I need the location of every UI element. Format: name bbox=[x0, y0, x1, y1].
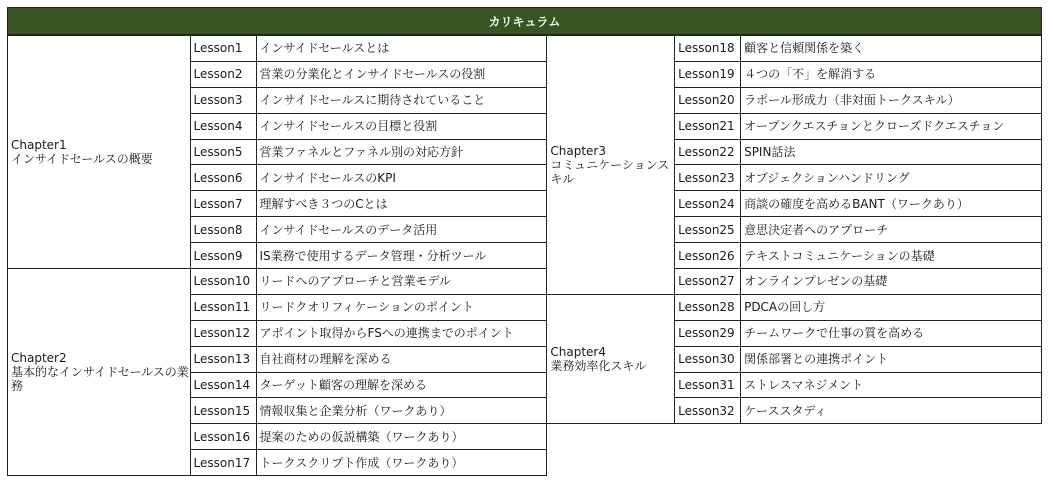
lesson-number: Lesson5 bbox=[190, 139, 256, 165]
lesson-number: Lesson17 bbox=[190, 450, 256, 476]
lesson-number: Lesson12 bbox=[190, 320, 256, 346]
lesson-number: Lesson25 bbox=[675, 217, 741, 243]
lesson-title: 営業ファネルとファネル別の対応方針 bbox=[256, 139, 547, 165]
lesson-number: Lesson31 bbox=[675, 372, 741, 398]
lesson-title: インサイドセールスに期待されていること bbox=[256, 87, 547, 113]
curriculum-table bbox=[7, 35, 1042, 476]
lesson-title: 顧客と信頼関係を築く bbox=[741, 36, 1042, 62]
lesson-title: トークスクリプト作成（ワークあり） bbox=[256, 450, 547, 476]
chapter-title: 基本的なインサイドセールスの業務 bbox=[11, 365, 189, 394]
lesson-number: Lesson27 bbox=[675, 269, 741, 295]
lesson-title: 情報収集と企業分析（ワークあり） bbox=[256, 398, 547, 424]
lesson-title: PDCAの回し方 bbox=[741, 294, 1042, 320]
chapter-name: Chapter3 bbox=[550, 143, 606, 158]
lesson-title: インサイドセールスのデータ活用 bbox=[256, 217, 547, 243]
lesson-number: Lesson2 bbox=[190, 61, 256, 87]
lesson-number: Lesson7 bbox=[190, 191, 256, 217]
lesson-title: インサイドセールスのKPI bbox=[256, 165, 547, 191]
empty-cell bbox=[547, 424, 1042, 450]
lesson-title: リードクオリフィケーションのポイント bbox=[256, 294, 547, 320]
lesson-number: Lesson21 bbox=[675, 113, 741, 139]
lesson-number: Lesson26 bbox=[675, 243, 741, 269]
lesson-number: Lesson29 bbox=[675, 320, 741, 346]
lesson-number: Lesson30 bbox=[675, 346, 741, 372]
table-row bbox=[8, 36, 1042, 62]
lesson-number: Lesson10 bbox=[190, 269, 256, 295]
lesson-title: 営業の分業化とインサイドセールスの役割 bbox=[256, 61, 547, 87]
lesson-title: 商談の確度を高めるBANT（ワークあり） bbox=[741, 191, 1042, 217]
lesson-title: テキストコミュニケーションの基礎 bbox=[741, 243, 1042, 269]
lesson-number: Lesson20 bbox=[675, 87, 741, 113]
chapter-name: Chapter4 bbox=[550, 345, 606, 360]
lesson-number: Lesson8 bbox=[190, 217, 256, 243]
curriculum-frame bbox=[7, 7, 1042, 474]
lesson-number: Lesson15 bbox=[190, 398, 256, 424]
lesson-title: 提案のための仮説構築（ワークあり） bbox=[256, 424, 547, 450]
lesson-number: Lesson11 bbox=[190, 294, 256, 320]
lesson-title: SPIN話法 bbox=[741, 139, 1042, 165]
lesson-title: オンラインプレゼンの基礎 bbox=[741, 269, 1042, 295]
lesson-number: Lesson14 bbox=[190, 372, 256, 398]
lesson-number: Lesson28 bbox=[675, 294, 741, 320]
chapter-cell-4 bbox=[547, 294, 675, 423]
lesson-title: IS業務で使用するデータ管理・分析ツール bbox=[256, 243, 547, 269]
lesson-number: Lesson18 bbox=[675, 36, 741, 62]
lesson-number: Lesson4 bbox=[190, 113, 256, 139]
lesson-number: Lesson23 bbox=[675, 165, 741, 191]
lesson-title: インサイドセールスとは bbox=[256, 36, 547, 62]
lesson-title: ターゲット顧客の理解を深める bbox=[256, 372, 547, 398]
lesson-title: チームワークで仕事の質を高める bbox=[741, 320, 1042, 346]
lesson-number: Lesson24 bbox=[675, 191, 741, 217]
chapter-title: 業務効率化スキル bbox=[550, 359, 647, 374]
chapter-name: Chapter2 bbox=[11, 351, 67, 366]
lesson-title: 関係部署との連携ポイント bbox=[741, 346, 1042, 372]
lesson-title: ストレスマネジメント bbox=[741, 372, 1042, 398]
lesson-title: アポイント取得からFSへの連携までのポイント bbox=[256, 320, 547, 346]
curriculum-title: カリキュラム bbox=[7, 7, 1042, 35]
lesson-number: Lesson19 bbox=[675, 61, 741, 87]
empty-cell bbox=[547, 450, 1042, 476]
lesson-number: Lesson32 bbox=[675, 398, 741, 424]
chapter-title: インサイドセールスの概要 bbox=[11, 152, 153, 166]
lesson-number: Lesson3 bbox=[190, 87, 256, 113]
lesson-number: Lesson22 bbox=[675, 139, 741, 165]
lesson-number: Lesson6 bbox=[190, 165, 256, 191]
lesson-title: オブジェクションハンドリング bbox=[741, 165, 1042, 191]
table-row bbox=[8, 269, 1042, 295]
lesson-title: ４つの「不」を解消する bbox=[741, 61, 1042, 87]
lesson-title: オープンクエスチョンとクローズドクエスチョン bbox=[741, 113, 1042, 139]
lesson-title: ケーススタディ bbox=[741, 398, 1042, 424]
lesson-number: Lesson9 bbox=[190, 243, 256, 269]
chapter-title: コミュニケーションスキル bbox=[550, 157, 670, 186]
lesson-title: 理解すべき３つのCとは bbox=[256, 191, 547, 217]
chapter-cell-1 bbox=[8, 36, 191, 269]
chapter-cell-2 bbox=[8, 269, 191, 476]
lesson-title: 自社商材の理解を深める bbox=[256, 346, 547, 372]
lesson-title: リードへのアプローチと営業モデル bbox=[256, 269, 547, 295]
lesson-title: インサイドセールスの目標と役割 bbox=[256, 113, 547, 139]
lesson-number: Lesson13 bbox=[190, 346, 256, 372]
chapter-cell-3 bbox=[547, 36, 675, 295]
lesson-title: ラポール形成力（非対面トークスキル） bbox=[741, 87, 1042, 113]
lesson-title: 意思決定者へのアプローチ bbox=[741, 217, 1042, 243]
lesson-number: Lesson16 bbox=[190, 424, 256, 450]
chapter-name: Chapter1 bbox=[11, 138, 67, 152]
lesson-number: Lesson1 bbox=[190, 36, 256, 62]
